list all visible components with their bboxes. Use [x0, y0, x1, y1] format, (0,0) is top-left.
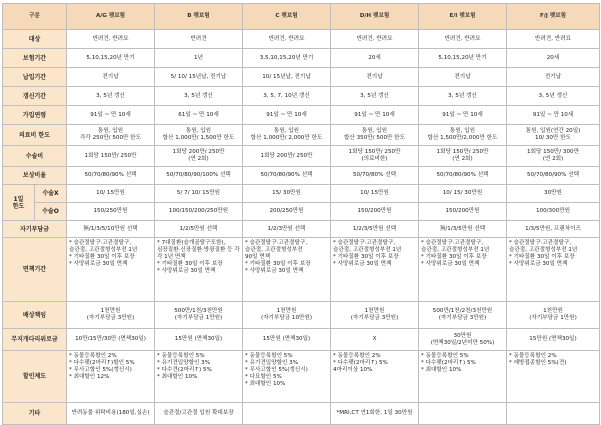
cell-line: 합산 1,500만/2,000만 한도 — [427, 135, 498, 141]
cell — [67, 302, 155, 329]
cell-line: 1회당 150만/ 300만 — [527, 149, 579, 155]
cell: 슬관절/고관절 입원 확대보장 — [155, 403, 243, 425]
cell: 3,5,10,15,20년 만기 — [243, 49, 331, 68]
cell: 전기납 — [331, 68, 419, 87]
cell — [243, 329, 331, 351]
cell-line: * 슬관절탈구·고관절탈구, — [509, 240, 572, 246]
cell-line: 30만원 — [453, 332, 472, 339]
cell: 91일 ~ 만 10세 — [243, 106, 331, 125]
cell: *MRI,CT 연1회한, 1일 30만원 — [331, 403, 419, 425]
cell-line: (자기부담금 3만원) — [350, 315, 399, 321]
cell: 1/2/3만원 선택 — [243, 221, 331, 238]
cell-line: * 슬관절탈구·고관절탈구, — [421, 240, 484, 246]
cell-line: 통원, 입원 — [185, 128, 212, 134]
cell-line: * 동물등록할인 5% — [421, 353, 469, 359]
cell-line: (연 2회) — [452, 156, 473, 162]
row-label-etc: 기타 — [3, 403, 67, 425]
row-label-daily-limit — [3, 185, 35, 221]
cell-line: 합산 350만/ 500만 한도 — [344, 135, 405, 141]
cell-line: * 예방접종할인 5%(견) — [509, 360, 567, 366]
cell-line: * 동물등록할인 5% — [157, 353, 205, 359]
cell: 100/150/200/250만원 — [155, 203, 243, 221]
row-label-surgery: 수술비 — [3, 146, 67, 167]
cell-line: * 다수펫(2마리↑) 5% — [333, 360, 388, 366]
cell-line: 슬관절, 고관절형성부전 1년 — [69, 247, 138, 253]
cell-line: * 동물등록할인 2% — [509, 353, 557, 359]
cell — [507, 125, 600, 146]
cell-line: * 기타질환 30일 이후 보장 — [245, 261, 311, 267]
cell-line: * 기타질환 30일 이후 보장 — [421, 254, 487, 260]
cell-line: X — [372, 336, 377, 342]
cell: 10/ 15/ 30만원 — [419, 185, 507, 203]
cell-line: 통원, 입원 — [449, 128, 476, 134]
cell-line: * 사망위로금 30일 면책 — [333, 261, 392, 267]
cell-line: 10/ 30만 한도 — [535, 135, 571, 141]
row-period — [3, 49, 600, 68]
cell — [331, 302, 419, 329]
cell-line: * 사망위로금 30일 면책 — [509, 261, 568, 267]
cell — [419, 329, 507, 351]
cell-line: 슬관절, 고관절형성부전 1년 — [421, 247, 490, 253]
cell-line: (연 2회) — [542, 156, 564, 162]
cell: 50/70/80/90% 선택 — [507, 167, 600, 185]
cell: 10/ 15만원 — [331, 185, 419, 203]
cell — [67, 125, 155, 146]
row-age — [3, 106, 600, 125]
cell-line: * 슬관절탈구·고관절탈구, — [333, 240, 396, 246]
cell-line: (면책30일/2년미만 50%) — [430, 339, 495, 346]
header-col-e: E/I 펫보험 — [419, 4, 507, 30]
cell: 5/ 7/ 10/ 15만원 — [155, 185, 243, 203]
cell-line: 통원, 입원 — [97, 128, 124, 134]
cell — [67, 329, 155, 351]
cell-line: 500만/1천/3천만원 — [174, 308, 223, 314]
cell: 61일 ~ 만 10세 — [155, 106, 243, 125]
cell — [243, 302, 331, 329]
cell — [243, 351, 331, 403]
header-row — [3, 4, 600, 30]
cell: 전기납 — [419, 68, 507, 87]
cell — [507, 302, 600, 329]
cell-line: 슬관절, 고관절형성부전 1년 — [333, 247, 402, 253]
row-daily-surgery-x — [3, 185, 600, 203]
cell: 3, 5년 갱신 — [67, 87, 155, 106]
cell — [331, 238, 419, 302]
cell: 5/ 10/ 15년납, 전기납 — [155, 68, 243, 87]
cell — [243, 146, 331, 167]
cell — [155, 238, 243, 302]
cell: 1/2/3/5만원 선택 — [331, 221, 419, 238]
cell-line: 15만원 (면책30일) — [529, 336, 577, 342]
row-etc — [3, 403, 600, 425]
cell-line: * 동물등록할인 2% — [69, 353, 117, 359]
header-col-c: C 펫보험 — [243, 4, 331, 30]
cell: 150/250만원 — [67, 203, 155, 221]
cell-line: 한도 — [12, 202, 25, 210]
cell-line: 통원, 입원 — [273, 128, 300, 134]
row-payment — [3, 68, 600, 87]
cell-line: (자기부담금 1만원) — [174, 315, 223, 321]
cell: 반려견 — [155, 30, 243, 49]
row-daily-surgery-o — [3, 203, 600, 221]
cell-line: * 동물등록할인 2% — [333, 353, 381, 359]
row-deductible — [3, 221, 600, 238]
cell: 50/70/80/90% 선택 — [419, 167, 507, 185]
row-label-surgery-o: 수술O — [35, 203, 67, 221]
cell: 30만원 — [507, 185, 600, 203]
cell: 20세 — [331, 49, 419, 68]
cell-line: * 사망위로금 30일 면책 — [69, 261, 128, 267]
row-label-coverage-ratio: 보상비율 — [3, 167, 67, 185]
row-liability — [3, 302, 600, 329]
cell-line: * 사망위로금 30일 면책 — [421, 261, 480, 267]
cell: 50/70/80/90/100% 선택 — [155, 167, 243, 185]
cell: 전기납 — [67, 68, 155, 87]
cell: 150/200만원 — [419, 203, 507, 221]
cell: 150/200만원 — [331, 203, 419, 221]
row-label-age: 가입연령 — [3, 106, 67, 125]
cell: 반려견, 반려묘 — [419, 30, 507, 49]
row-surgery — [3, 146, 600, 167]
cell — [419, 302, 507, 329]
header-col-d: D/H 펫보험 — [331, 4, 419, 30]
header-col-b: B 펫보험 — [155, 4, 243, 30]
cell-line: 4마리이상 10% — [333, 367, 373, 373]
cell: 반려견, 반려묘 — [67, 30, 155, 49]
cell: 200/250만원 — [243, 203, 331, 221]
cell-line: 10만/15만/30만 (면책30일) — [75, 336, 146, 342]
cell: 전기납 — [507, 68, 600, 87]
cell-line: * 슬관절탈구·고관절탈구, — [69, 240, 132, 246]
row-label-deductible: 자기부담금 — [3, 221, 67, 238]
cell: 50/70/80/90% 선택 — [67, 167, 155, 185]
row-renewal — [3, 87, 600, 106]
cell-line: * 기타질환 30일 이후 보장 — [69, 254, 135, 260]
row-label-discount: 할인제도 — [3, 351, 67, 403]
cell-line: 15만원 (면책30일) — [174, 336, 223, 342]
cell-line: 1회당 200만/ 250만 — [172, 149, 225, 155]
cell — [331, 329, 419, 351]
cell: 1/2/5만원 선택 — [155, 221, 243, 238]
cell: 100/300만원 — [507, 203, 600, 221]
cell — [419, 146, 507, 167]
header-col-f: F/J 펫보험 — [507, 4, 600, 30]
cell: 반려견, 반려묘 — [243, 30, 331, 49]
cell-line: 합산 1,000만/ 1,500만 한도 — [162, 135, 235, 141]
cell — [419, 125, 507, 146]
header-corner: 구분 — [3, 4, 67, 30]
cell-line: 15만원 (면책30일) — [262, 336, 311, 342]
cell — [507, 403, 600, 425]
cell: 91일 ~ 만 10세 — [419, 106, 507, 125]
cell-line: 슬관절, 고관절형성부전 1년 — [509, 247, 578, 253]
cell: 無/1/3/5/10만원 선택 — [67, 221, 155, 238]
row-label-target: 대상 — [3, 30, 67, 49]
cell-line: 각 1년 면책 — [157, 254, 186, 260]
cell-line: 90일 면책 — [245, 254, 271, 260]
cell — [155, 125, 243, 146]
cell-line: (자기부담금 3만원) — [438, 315, 487, 321]
cell-line: 심장질환·신장질환·방광질환 등 각 — [157, 247, 240, 253]
cell-line: * 최대할인 10% — [421, 367, 462, 373]
row-target — [3, 30, 600, 49]
cell: 반려견, 반려묘 — [507, 30, 600, 49]
cell: 無/1/3/5만원 선택 — [419, 221, 507, 238]
cell — [507, 238, 600, 302]
cell-line: * 최대할인 10% — [245, 381, 286, 387]
header-col-a: A/G 펫보험 — [67, 4, 155, 30]
cell-line: 1일 — [13, 195, 24, 203]
row-label-funeral: 무지개다리위로금 — [3, 329, 67, 351]
cell — [507, 351, 600, 403]
cell: 91일 ~ 만 10세 — [67, 106, 155, 125]
cell — [507, 146, 600, 167]
cell — [419, 403, 507, 425]
cell-line: (자기부담금 3만원) — [86, 315, 135, 321]
cell-line: 합산 1,000만/ 2,000만 한도 — [250, 135, 323, 141]
cell-line: * 사망위로금 30일 면책 — [157, 268, 216, 274]
cell-line: 각각 250만/ 500만 한도 — [80, 135, 141, 141]
cell-line: 1회당 200만/ 250만 — [260, 152, 313, 159]
cell-line: * 기타질환 30일 이후 보장 — [157, 261, 223, 267]
cell — [155, 146, 243, 167]
cell: 반려동물 위탁비용(180일,실손) — [67, 403, 155, 425]
cell — [419, 238, 507, 302]
row-coverage-ratio — [3, 167, 600, 185]
row-label-renewal: 갱신기간 — [3, 87, 67, 106]
cell-line: 1천만원 — [543, 308, 563, 314]
cell-line: * 유기견입양할인 3% — [245, 360, 299, 366]
cell-line: * 최대할인 10% — [157, 374, 198, 380]
cell-line: (의료비한) — [361, 156, 388, 162]
cell — [331, 125, 419, 146]
cell — [243, 238, 331, 302]
cell-line: * 사망위로금 30일 면책 — [245, 268, 304, 274]
cell-line: (자기부담금 10만원) — [260, 315, 313, 321]
cell — [67, 146, 155, 167]
cell-line: 500만/1천/2천/3천만원 — [432, 308, 493, 314]
cell: 15/ 30만원 — [243, 185, 331, 203]
cell: 3, 5, 7, 10년 갱신 — [243, 87, 331, 106]
cell-line: * 다묘할인 5% — [245, 374, 282, 380]
row-label-liability: 배상책임 — [3, 302, 67, 329]
row-special — [3, 238, 600, 302]
cell-line: (연 2회) — [188, 156, 209, 162]
cell-line: * 무사고할인 5%(갱신시) — [245, 367, 308, 373]
cell-line: * 슬관절탈구·고관절탈구, — [245, 240, 308, 246]
cell — [155, 351, 243, 403]
cell: 3, 5년 갱신 — [419, 87, 507, 106]
cell: 10/ 15만원 — [67, 185, 155, 203]
cell — [331, 351, 419, 403]
cell-line: * 최대할인 12% — [69, 374, 110, 380]
cell-line: * 다수펫(2마리↑)할인 5% — [69, 360, 135, 366]
cell-line: 1회당 150만/ 250만 — [348, 149, 401, 155]
row-medical-limit — [3, 125, 600, 146]
cell: 5,10,15,20년 만기 — [419, 49, 507, 68]
cell-line: * 7대질환(슬개골탈구포함), — [157, 240, 226, 246]
cell: 91일 ~ 만 10세 — [331, 106, 419, 125]
cell: 20세 — [507, 49, 600, 68]
cell: 1/3/5만원, 프랜차이즈 — [507, 221, 600, 238]
row-funeral — [3, 329, 600, 351]
cell — [507, 329, 600, 351]
cell-line: * 다수펫(2마리↑) 5% — [421, 360, 476, 366]
comparison-table-wrapper — [2, 3, 600, 425]
cell-line: * 기타질환 30일 이후 보장 — [509, 254, 575, 260]
cell-line: * 기타질환 30일 이후 보장 — [333, 254, 399, 260]
cell: 3, 5년 갱신 — [331, 87, 419, 106]
cell: 3, 5년 갱신 — [155, 87, 243, 106]
pet-insurance-comparison-table — [2, 3, 600, 425]
cell-line: 통원, 입원(연간 20일) — [525, 128, 581, 134]
cell-line: 1회당 150만/ 250만 — [436, 149, 489, 155]
cell-line: 슬관절, 고관절형성부전 — [245, 247, 303, 253]
row-label-surgery-x: 수술X — [35, 185, 67, 203]
cell — [419, 351, 507, 403]
cell — [331, 146, 419, 167]
cell — [243, 403, 331, 425]
cell: 10/ 15년납, 전기납 — [243, 68, 331, 87]
cell: 50/70/80/90% 선택 — [243, 167, 331, 185]
cell-line: * 동물등록할인 5% — [245, 353, 293, 359]
row-label-payment: 납입기간 — [3, 68, 67, 87]
cell: 50/70/80% 선택 — [331, 167, 419, 185]
cell-line: * 다수견(2마리↑) 5% — [157, 367, 212, 373]
row-label-period: 보험기간 — [3, 49, 67, 68]
row-discount — [3, 351, 600, 403]
cell: 91일 ~ 만 10세 — [507, 106, 600, 125]
cell: 반려견, 반려묘 — [331, 30, 419, 49]
cell-line: 1천만원 — [276, 308, 297, 314]
cell — [67, 351, 155, 403]
row-label-special: 면책기간 — [3, 238, 67, 302]
cell-line: (자기부담금 1만원) — [529, 315, 577, 321]
cell-line: 통원, 입원 — [361, 128, 388, 134]
row-label-medical-limit: 의료비 한도 — [3, 125, 67, 146]
cell — [155, 302, 243, 329]
cell-line: 1천만원 — [100, 308, 121, 314]
cell: 1년 — [155, 49, 243, 68]
cell: 5,10,15,20년 만기 — [67, 49, 155, 68]
cell: 3, 5년 갱신 — [507, 87, 600, 106]
cell — [155, 329, 243, 351]
cell-line: * 무사고할인 5%(갱신시) — [69, 367, 132, 373]
cell — [67, 238, 155, 302]
cell — [243, 125, 331, 146]
cell-line: 1회당 150만/ 250만 — [84, 152, 137, 159]
cell-line: * 유기견입양할인 3% — [157, 360, 211, 366]
cell-line: 1천만원 — [364, 308, 385, 314]
